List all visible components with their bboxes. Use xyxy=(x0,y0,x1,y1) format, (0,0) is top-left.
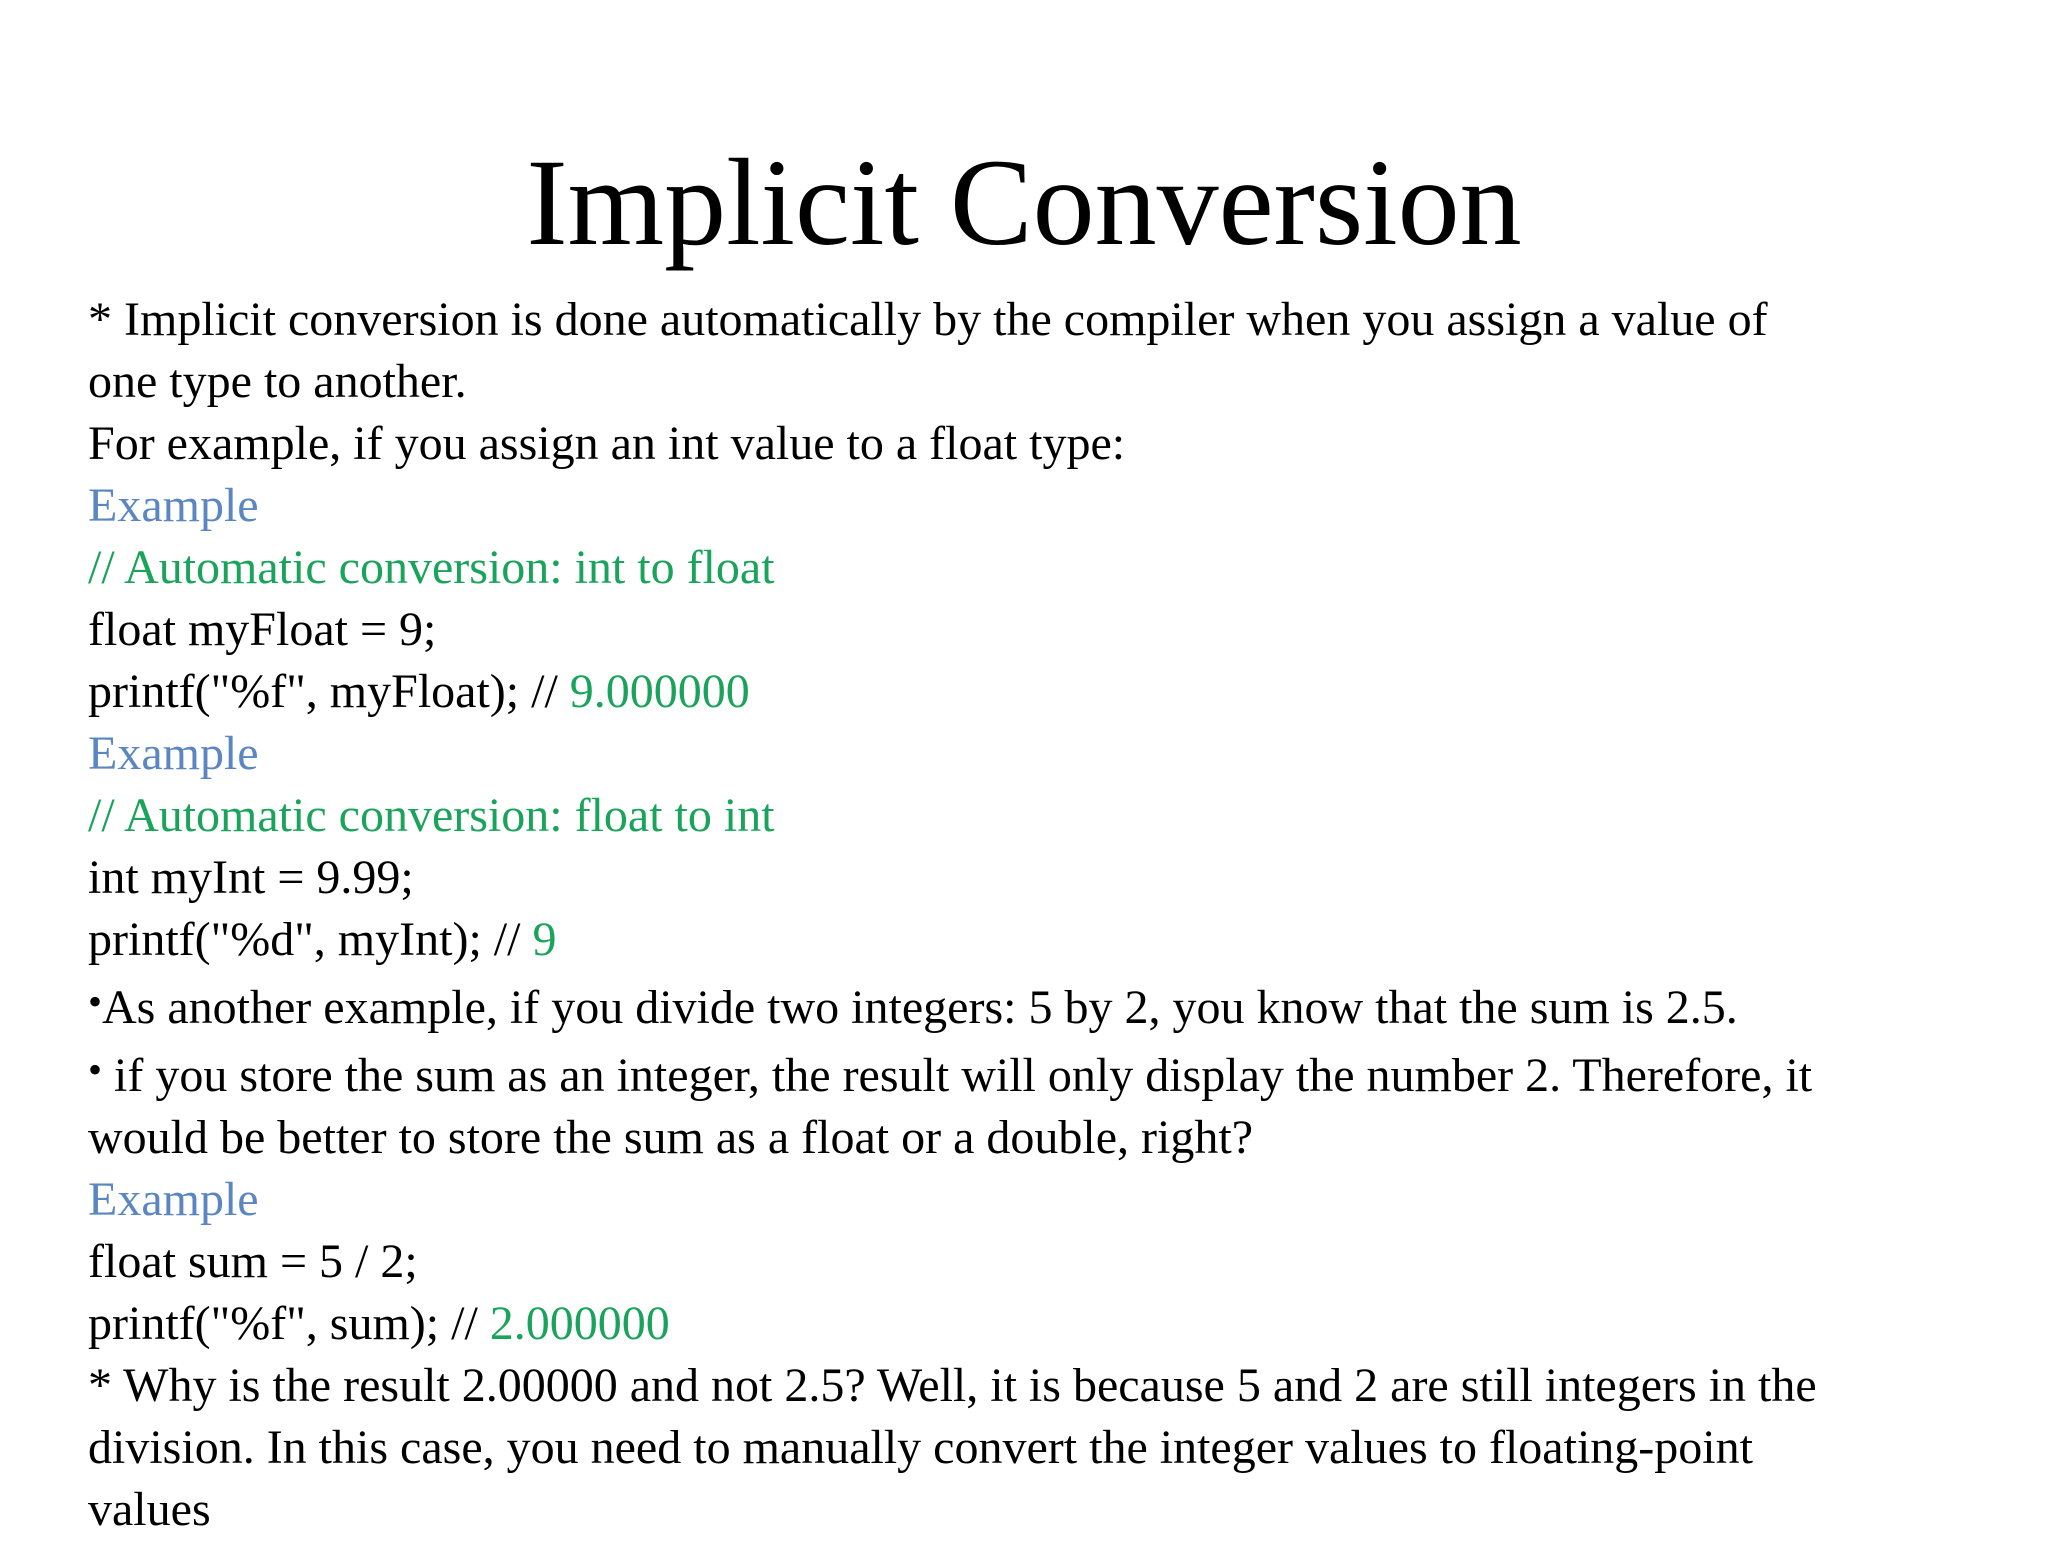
bullet-line xyxy=(88,1039,1988,1107)
code-line: int myInt = 9.99; xyxy=(88,851,414,904)
code-line: float sum = 5 / 2; xyxy=(88,1235,418,1288)
body-line: one type to another. xyxy=(88,355,467,408)
code-output-comment: 9.000000 xyxy=(569,665,750,718)
slide-title: Implicit Conversion xyxy=(526,134,1522,271)
body-line: would be better to store the sum as a float or a double, right? xyxy=(88,1111,1254,1164)
code-line xyxy=(88,661,1988,723)
bullet-text: if you store the sum as an integer, the result will only display the number 2. Therefore, it xyxy=(102,1049,1813,1102)
code-output-comment: 9 xyxy=(532,913,557,966)
bullet-text: As another example, if you divide two integers: 5 by 2, you know that the sum is 2.5. xyxy=(102,981,1738,1034)
code-comment: // Automatic conversion: int to float xyxy=(88,541,775,594)
example-label: Example xyxy=(88,479,259,532)
bullet-icon: • xyxy=(88,1047,103,1092)
code-text: printf("%f", myFloat); // xyxy=(88,665,570,718)
code-comment: // Automatic conversion: float to int xyxy=(88,789,775,842)
body-line: values xyxy=(88,1483,211,1536)
example-label: Example xyxy=(88,1173,259,1226)
code-line xyxy=(88,909,1988,971)
bullet-icon: • xyxy=(88,979,103,1024)
body-line: division. In this case, you need to manually convert the integer values to floating-point xyxy=(88,1421,1753,1474)
code-text: printf("%d", myInt); // xyxy=(88,913,533,966)
code-text: printf("%f", sum); // xyxy=(88,1297,490,1350)
code-output-comment: 2.000000 xyxy=(489,1297,670,1350)
body-line: * Implicit conversion is done automatically by the compiler when you assign a value of xyxy=(88,293,1768,346)
code-line xyxy=(88,1293,1988,1355)
code-line: float myFloat = 9; xyxy=(88,603,437,656)
bullet-line xyxy=(88,971,1988,1039)
body-line: For example, if you assign an int value to a float type: xyxy=(88,417,1126,470)
example-label: Example xyxy=(88,727,259,780)
slide-body xyxy=(88,289,1988,1541)
body-line: * Why is the result 2.00000 and not 2.5? Well, it is because 5 and 2 are still integers in the xyxy=(88,1359,1817,1412)
